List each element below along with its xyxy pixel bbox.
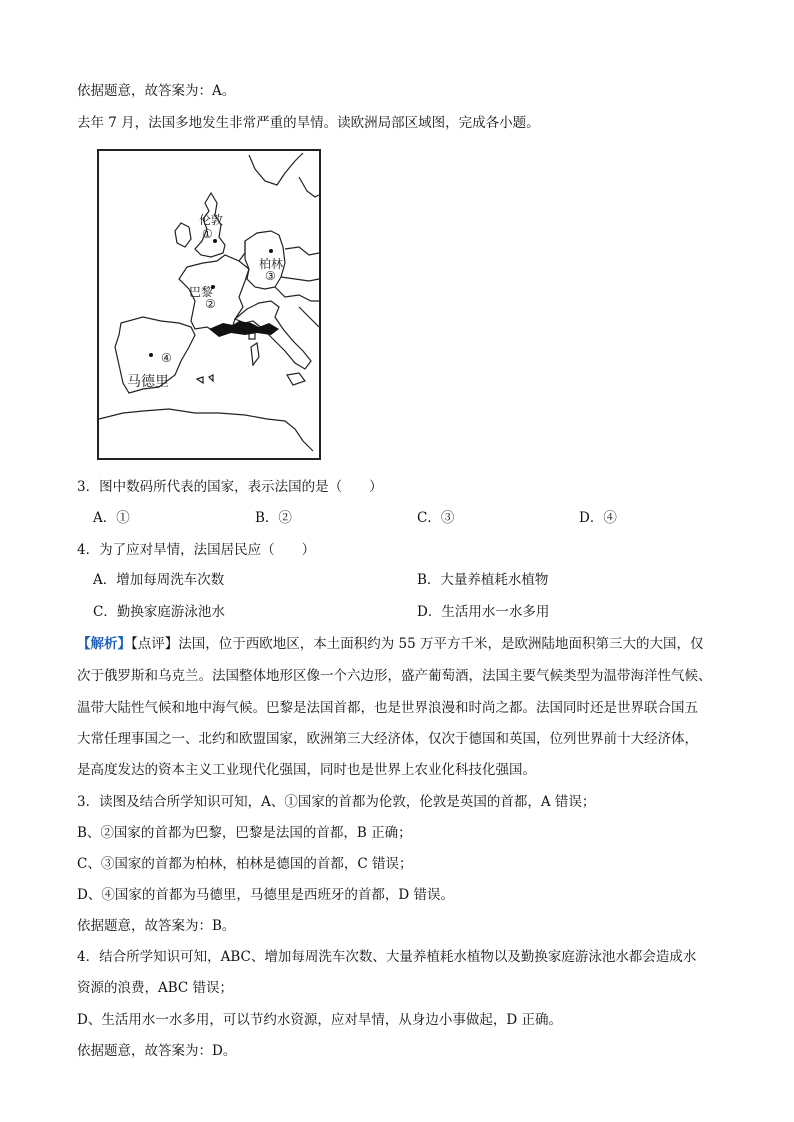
- map-number-4: ④: [161, 351, 172, 365]
- q4-option-d[interactable]: D．生活用水一水多用: [417, 604, 550, 620]
- solution-4-line-2: 资源的浪费，ABC 错误；: [77, 980, 234, 996]
- q4-option-b[interactable]: B．大量养植耗水植物: [417, 572, 549, 588]
- analysis-text-1: 【点评】法国，位于西欧地区，本土面积约为 55 万平方千米，是欧洲陆地面积第三大的大国，仅: [131, 636, 704, 652]
- q4-option-a[interactable]: A．增加每周洗车次数: [93, 572, 225, 588]
- solution-4-line-3: D、生活用水一水多用，可以节约水资源，应对旱情，从身边小事做起，D 正确。: [77, 1012, 562, 1028]
- analysis-line-4: 大常任理事国之一、北约和欧盟国家，欧洲第三大经济体，仅次于德国和英国，位列世界前十大经济体，: [77, 731, 698, 747]
- analysis-line-5: 是高度发达的资本主义工业现代化强国，同时也是世界上农业化科技化强国。: [77, 762, 536, 778]
- europe-map: [97, 149, 321, 460]
- map-number-3: ③: [265, 269, 276, 283]
- q3-option-a[interactable]: A．①: [93, 510, 130, 526]
- q3-option-b[interactable]: B．②: [255, 510, 292, 526]
- solution-3-line-4: D、④国家的首都为马德里，马德里是西班牙的首都，D 错误。: [77, 887, 454, 903]
- q4-option-c[interactable]: C．勤换家庭游泳池水: [93, 604, 225, 620]
- madrid-label: 马德里: [127, 374, 169, 390]
- analysis-line-1: [77, 634, 704, 654]
- london-label: 伦敦: [199, 213, 224, 227]
- solution-3-line-2: B、②国家的首都为巴黎，巴黎是法国的首都，B 正确；: [77, 825, 412, 841]
- question-3: 3．图中数码所代表的国家，表示法国的是（ ）: [77, 479, 383, 495]
- intro-line: 去年 7 月，法国多地发生非常严重的旱情。读欧洲局部区域图，完成各小题。: [77, 115, 540, 131]
- solution-3-answer: 依据题意，故答案为：B。: [77, 918, 236, 934]
- answer-line-1: 依据题意，故答案为：A。: [77, 83, 236, 99]
- solution-4-line-1: 4．结合所学知识可知，ABC、增加每周洗车次数、大量养植耗水植物以及勤换家庭游泳池水都会造成水: [77, 949, 697, 965]
- solution-3-line-1: 3．读图及结合所学知识可知，A、①国家的首都为伦敦，伦敦是英国的首都，A 错误；: [77, 794, 596, 810]
- analysis-line-2: 次于俄罗斯和乌克兰。法国整体地形区像一个六边形，盛产葡萄酒，法国主要气候类型为温带海洋性气候、: [77, 668, 712, 684]
- paris-label: 巴黎: [189, 285, 214, 299]
- q3-option-d[interactable]: D．④: [579, 510, 617, 526]
- analysis-line-3: 温带大陆性气候和地中海气候。巴黎是法国首都，也是世界浪漫和时尚之都。法国同时还是世界联合国五: [77, 700, 698, 716]
- analysis-tag: 【解析】: [77, 636, 131, 652]
- question-4: 4．为了应对旱情，法国居民应（ ）: [77, 542, 316, 558]
- map-number-2: ②: [205, 297, 216, 311]
- q3-option-c[interactable]: C．③: [417, 510, 455, 526]
- solution-4-answer: 依据题意，故答案为：D。: [77, 1043, 237, 1059]
- berlin-label: 柏林: [259, 257, 284, 271]
- map-number-1: ①: [202, 227, 213, 241]
- solution-3-line-3: C、③国家的首都为柏林，柏林是德国的首都，C 错误；: [77, 856, 413, 872]
